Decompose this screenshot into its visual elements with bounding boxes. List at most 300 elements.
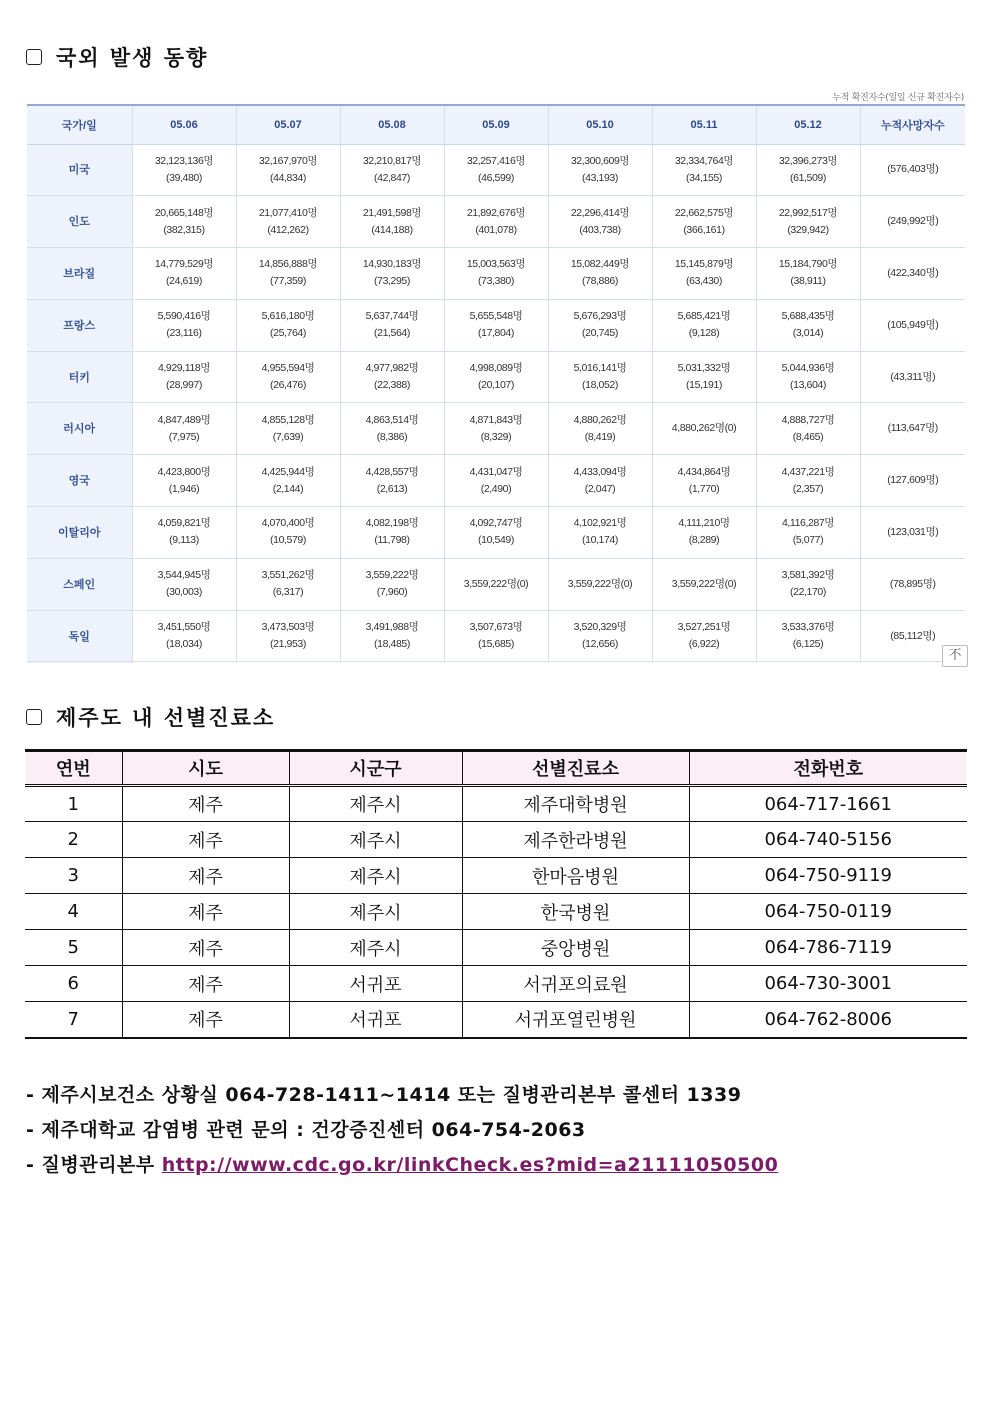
row-number: 6 bbox=[25, 966, 122, 1002]
country-cell: 프랑스 bbox=[27, 299, 132, 351]
new-cases: (2,490) bbox=[480, 482, 512, 495]
deaths-cell: (113,647명) bbox=[860, 403, 965, 455]
column-header: 연번 bbox=[25, 751, 122, 786]
case-count-cell bbox=[548, 403, 652, 455]
cumulative-cases: 5,031,332명 bbox=[677, 362, 731, 375]
phone-number-cell: 064-730-3001 bbox=[689, 966, 967, 1002]
cumulative-cases: 4,082,198명 bbox=[365, 517, 419, 530]
column-header: 05.12 bbox=[756, 106, 860, 144]
case-count-cell bbox=[132, 610, 236, 662]
phone-number-cell: 064-740-5156 bbox=[689, 822, 967, 858]
column-header: 05.07 bbox=[236, 106, 340, 144]
deaths-cell: (127,609명) bbox=[860, 455, 965, 507]
cumulative-cases: 32,300,609명 bbox=[570, 154, 630, 167]
case-count-cell bbox=[652, 403, 756, 455]
city-cell: 서귀포 bbox=[289, 1002, 462, 1038]
table-row bbox=[25, 858, 967, 894]
clinic-name-cell: 서귀포열린병원 bbox=[462, 1002, 689, 1038]
table-row bbox=[25, 1002, 967, 1038]
cumulative-cases: 4,880,262명 bbox=[573, 413, 627, 426]
cumulative-cases: 3,491,988명 bbox=[365, 621, 419, 634]
column-header: 선별진료소 bbox=[462, 751, 689, 786]
case-count-cell bbox=[756, 507, 860, 559]
case-count-cell bbox=[444, 299, 548, 351]
table-row bbox=[25, 786, 967, 822]
case-count-cell bbox=[340, 610, 444, 662]
new-cases: (7,639) bbox=[272, 430, 304, 443]
new-cases: (13,604) bbox=[790, 379, 826, 392]
city-cell: 제주시 bbox=[289, 786, 462, 822]
phone-number-cell: 064-717-1661 bbox=[689, 786, 967, 822]
new-cases: (46,599) bbox=[478, 171, 514, 184]
cumulative-cases: 15,003,563명 bbox=[466, 258, 526, 271]
kcdc-link[interactable]: http://www.cdc.go.kr/linkCheck.es?mid=a21111050500 bbox=[161, 1154, 779, 1176]
cumulative-cases: 4,888,727명 bbox=[781, 413, 835, 426]
new-cases: (77,359) bbox=[270, 275, 306, 288]
country-cell: 브라질 bbox=[27, 248, 132, 300]
overseas-table-container[interactable] bbox=[27, 104, 965, 663]
cumulative-cases: 4,955,594명 bbox=[261, 362, 315, 375]
country-cell bbox=[27, 662, 132, 663]
new-cases: (329,942) bbox=[787, 223, 829, 236]
case-count-cell bbox=[652, 196, 756, 248]
cumulative-cases: 3,544,945명 bbox=[157, 569, 211, 582]
cumulative-cases: 5,637,744명 bbox=[365, 310, 419, 323]
new-cases: (78,886) bbox=[582, 275, 618, 288]
case-count-cell bbox=[652, 558, 756, 610]
case-count-cell bbox=[132, 455, 236, 507]
province-cell: 제주 bbox=[122, 930, 289, 966]
new-cases: (34,155) bbox=[686, 171, 722, 184]
case-count-cell bbox=[652, 299, 756, 351]
row-number: 4 bbox=[25, 894, 122, 930]
table-row bbox=[27, 558, 965, 610]
cumulative-cases: 21,491,598명 bbox=[362, 206, 422, 219]
new-cases: (10,549) bbox=[478, 534, 514, 547]
new-cases: (12,656) bbox=[582, 638, 618, 651]
cumulative-cases: 21,892,676명 bbox=[466, 206, 526, 219]
phone-number-cell: 064-750-0119 bbox=[689, 894, 967, 930]
case-count-cell bbox=[444, 455, 548, 507]
new-cases: (28,997) bbox=[166, 379, 202, 392]
table-row bbox=[27, 403, 965, 455]
new-cases: (18,052) bbox=[582, 379, 618, 392]
new-cases: (1,946) bbox=[168, 482, 200, 495]
province-cell: 제주 bbox=[122, 1002, 289, 1038]
table-row bbox=[27, 144, 965, 196]
new-cases: (412,262) bbox=[267, 223, 309, 236]
cumulative-cases: 4,977,982명 bbox=[365, 362, 419, 375]
case-count-cell bbox=[652, 507, 756, 559]
case-count-cell bbox=[444, 351, 548, 403]
city-cell: 서귀포 bbox=[289, 966, 462, 1002]
case-count-cell bbox=[236, 351, 340, 403]
new-cases: (38,911) bbox=[790, 275, 826, 288]
table-row bbox=[27, 351, 965, 403]
new-cases: (1,770) bbox=[688, 482, 720, 495]
new-cases: (414,188) bbox=[371, 223, 413, 236]
checkbox-icon bbox=[26, 49, 42, 65]
cumulative-cases: 3,451,550명 bbox=[157, 621, 211, 634]
case-count-cell bbox=[756, 299, 860, 351]
new-cases: (2,613) bbox=[376, 482, 408, 495]
cumulative-cases: 32,334,764명 bbox=[674, 154, 734, 167]
new-cases: (6,922) bbox=[688, 638, 720, 651]
new-cases: (22,388) bbox=[374, 379, 410, 392]
case-count-cell bbox=[444, 403, 548, 455]
new-cases: (25,764) bbox=[270, 327, 306, 340]
new-cases: (26,476) bbox=[270, 379, 306, 392]
cumulative-cases: 4,428,557명 bbox=[365, 465, 419, 478]
cumulative-cases: 3,520,329명 bbox=[573, 621, 627, 634]
new-cases: (20,745) bbox=[582, 327, 618, 340]
case-count-cell bbox=[132, 196, 236, 248]
city-cell: 제주시 bbox=[289, 858, 462, 894]
case-count-cell bbox=[548, 507, 652, 559]
cumulative-cases: 14,779,529명 bbox=[154, 258, 214, 271]
clinic-name-cell: 서귀포의료원 bbox=[462, 966, 689, 1002]
case-count-cell bbox=[548, 351, 652, 403]
cumulative-cases: 5,676,293명 bbox=[573, 310, 627, 323]
cumulative-cases: 3,559,222명(0) bbox=[463, 577, 529, 590]
case-count-cell bbox=[548, 662, 652, 663]
cumulative-cases: 22,296,414명 bbox=[570, 206, 630, 219]
country-cell: 독일 bbox=[27, 610, 132, 662]
column-header: 시군구 bbox=[289, 751, 462, 786]
case-count-cell bbox=[132, 299, 236, 351]
cumulative-cases: 4,433,094명 bbox=[573, 465, 627, 478]
new-cases: (403,738) bbox=[579, 223, 621, 236]
column-header: 05.10 bbox=[548, 106, 652, 144]
country-cell: 영국 bbox=[27, 455, 132, 507]
case-count-cell bbox=[132, 507, 236, 559]
new-cases: (21,953) bbox=[270, 638, 306, 651]
case-count-cell bbox=[340, 144, 444, 196]
phone-number-cell: 064-750-9119 bbox=[689, 858, 967, 894]
case-count-cell bbox=[652, 455, 756, 507]
case-count-cell bbox=[548, 299, 652, 351]
section-title: 제주도 내 선별진료소 bbox=[56, 706, 276, 730]
case-count-cell bbox=[236, 196, 340, 248]
table-row bbox=[27, 455, 965, 507]
cumulative-cases: 4,102,921명 bbox=[573, 517, 627, 530]
case-count-cell bbox=[132, 351, 236, 403]
new-cases: (22,170) bbox=[790, 586, 826, 599]
table-row bbox=[25, 930, 967, 966]
cumulative-cases: 3,559,222명(0) bbox=[671, 577, 737, 590]
case-count-cell bbox=[756, 196, 860, 248]
new-cases: (39,480) bbox=[166, 171, 202, 184]
case-count-cell bbox=[756, 455, 860, 507]
new-cases: (5,077) bbox=[792, 534, 824, 547]
table-row bbox=[27, 299, 965, 351]
cumulative-cases: 5,590,416명 bbox=[157, 310, 211, 323]
column-header: 05.11 bbox=[652, 106, 756, 144]
case-count-cell bbox=[548, 610, 652, 662]
table-caption: 누적 확진자수(일일 신규 확진자수) bbox=[832, 93, 964, 103]
new-cases: (10,579) bbox=[270, 534, 306, 547]
new-cases: (366,161) bbox=[683, 223, 725, 236]
case-count-cell bbox=[756, 610, 860, 662]
case-count-cell bbox=[340, 351, 444, 403]
table-row bbox=[25, 894, 967, 930]
cumulative-cases: 32,257,416명 bbox=[466, 154, 526, 167]
cumulative-cases: 32,396,273명 bbox=[778, 154, 838, 167]
cumulative-cases: 5,685,421명 bbox=[677, 310, 731, 323]
case-count-cell bbox=[340, 248, 444, 300]
cumulative-cases: 4,434,864명 bbox=[677, 465, 731, 478]
case-count-cell bbox=[548, 196, 652, 248]
cumulative-cases: 3,473,503명 bbox=[261, 621, 315, 634]
new-cases: (73,295) bbox=[374, 275, 410, 288]
row-number: 2 bbox=[25, 822, 122, 858]
country-cell: 스페인 bbox=[27, 558, 132, 610]
new-cases: (20,107) bbox=[478, 379, 514, 392]
note-university-inquiry: - 제주대학교 감염병 관련 문의 : 건강증진센터 064-754-2063 bbox=[26, 1119, 586, 1141]
case-count-cell bbox=[132, 403, 236, 455]
clinic-name-cell: 한국병원 bbox=[462, 894, 689, 930]
case-count-cell bbox=[236, 662, 340, 663]
new-cases: (61,509) bbox=[790, 171, 826, 184]
new-cases: (382,315) bbox=[163, 223, 205, 236]
case-count-cell bbox=[236, 144, 340, 196]
cumulative-cases: 14,856,888명 bbox=[258, 258, 318, 271]
city-cell: 제주시 bbox=[289, 930, 462, 966]
new-cases: (401,078) bbox=[475, 223, 517, 236]
note-health-center: - 제주시보건소 상황실 064-728-1411~1414 또는 질병관리본부 콜센터 1339 bbox=[26, 1084, 742, 1106]
new-cases: (15,191) bbox=[686, 379, 722, 392]
scroll-top-button[interactable]: 不 bbox=[942, 645, 968, 667]
cumulative-cases: 5,016,141명 bbox=[573, 362, 627, 375]
column-header: 전화번호 bbox=[689, 751, 967, 786]
cumulative-cases: 15,145,879명 bbox=[674, 258, 734, 271]
cumulative-cases: 21,077,410명 bbox=[258, 206, 318, 219]
cumulative-cases: 4,092,747명 bbox=[469, 517, 523, 530]
case-count-cell bbox=[444, 558, 548, 610]
case-count-cell bbox=[236, 558, 340, 610]
cumulative-cases: 3,527,251명 bbox=[677, 621, 731, 634]
case-count-cell bbox=[548, 558, 652, 610]
city-cell: 제주시 bbox=[289, 894, 462, 930]
country-cell: 인도 bbox=[27, 196, 132, 248]
case-count-cell bbox=[132, 558, 236, 610]
table-row bbox=[27, 507, 965, 559]
case-count-cell bbox=[340, 558, 444, 610]
deaths-cell: (78,895명) bbox=[860, 558, 965, 610]
case-count-cell bbox=[652, 248, 756, 300]
table-row bbox=[25, 822, 967, 858]
new-cases: (3,014) bbox=[792, 327, 824, 340]
new-cases: (21,564) bbox=[374, 327, 410, 340]
cumulative-cases: 32,167,970명 bbox=[258, 154, 318, 167]
new-cases: (11,798) bbox=[374, 534, 410, 547]
case-count-cell bbox=[132, 662, 236, 663]
column-header: 05.06 bbox=[132, 106, 236, 144]
column-header: 국가/일 bbox=[27, 106, 132, 144]
cumulative-cases: 4,847,489명 bbox=[157, 413, 211, 426]
case-count-cell bbox=[756, 248, 860, 300]
province-cell: 제주 bbox=[122, 786, 289, 822]
cumulative-cases: 22,992,517명 bbox=[778, 206, 838, 219]
checkbox-icon bbox=[26, 709, 42, 725]
deaths-cell: (249,992명) bbox=[860, 196, 965, 248]
table-row bbox=[25, 966, 967, 1002]
cumulative-cases: 4,437,221명 bbox=[781, 465, 835, 478]
case-count-cell bbox=[340, 455, 444, 507]
cumulative-cases: 20,665,148명 bbox=[154, 206, 214, 219]
country-cell: 미국 bbox=[27, 144, 132, 196]
cumulative-cases: 4,929,118명 bbox=[157, 362, 211, 375]
table-row-partial bbox=[27, 662, 965, 663]
case-count-cell bbox=[756, 144, 860, 196]
clinic-name-cell: 제주대학병원 bbox=[462, 786, 689, 822]
cumulative-cases: 3,533,376명 bbox=[781, 621, 835, 634]
case-count-cell bbox=[756, 403, 860, 455]
new-cases: (24,619) bbox=[166, 275, 202, 288]
column-header: 시도 bbox=[122, 751, 289, 786]
new-cases: (63,430) bbox=[686, 275, 722, 288]
case-count-cell bbox=[756, 662, 860, 663]
cumulative-cases: 5,044,936명 bbox=[781, 362, 835, 375]
new-cases: (7,960) bbox=[376, 586, 408, 599]
cumulative-cases: 5,616,180명 bbox=[261, 310, 315, 323]
cumulative-cases: 4,070,400명 bbox=[261, 517, 315, 530]
new-cases: (23,116) bbox=[166, 327, 202, 340]
new-cases: (10,174) bbox=[582, 534, 618, 547]
cumulative-cases: 15,184,790명 bbox=[778, 258, 838, 271]
cumulative-cases: 3,559,222명 bbox=[365, 569, 419, 582]
clinic-name-cell: 제주한라병원 bbox=[462, 822, 689, 858]
new-cases: (18,485) bbox=[374, 638, 410, 651]
case-count-cell bbox=[444, 507, 548, 559]
new-cases: (30,003) bbox=[166, 586, 202, 599]
case-count-cell bbox=[132, 248, 236, 300]
cumulative-cases: 32,210,817명 bbox=[362, 154, 422, 167]
cumulative-cases: 5,688,435명 bbox=[781, 310, 835, 323]
city-cell: 제주시 bbox=[289, 822, 462, 858]
column-header: 누적사망자수 bbox=[860, 106, 965, 144]
new-cases: (44,834) bbox=[270, 171, 306, 184]
column-header: 05.09 bbox=[444, 106, 548, 144]
cumulative-cases: 4,880,262명(0) bbox=[671, 422, 737, 435]
column-header: 05.08 bbox=[340, 106, 444, 144]
cumulative-cases: 4,998,089명 bbox=[469, 362, 523, 375]
case-count-cell bbox=[340, 662, 444, 663]
cumulative-cases: 4,871,843명 bbox=[469, 413, 523, 426]
note-kcdc-label: - 질병관리본부 bbox=[26, 1154, 162, 1176]
case-count-cell bbox=[652, 662, 756, 663]
table-header-row bbox=[25, 751, 967, 786]
overseas-cases-table bbox=[27, 106, 965, 663]
cumulative-cases: 4,863,514명 bbox=[365, 413, 419, 426]
case-count-cell bbox=[548, 144, 652, 196]
case-count-cell bbox=[444, 196, 548, 248]
new-cases: (6,125) bbox=[792, 638, 824, 651]
new-cases: (2,047) bbox=[584, 482, 616, 495]
new-cases: (73,380) bbox=[478, 275, 514, 288]
section-heading-clinics bbox=[26, 702, 275, 732]
new-cases: (18,034) bbox=[166, 638, 202, 651]
new-cases: (8,465) bbox=[792, 430, 824, 443]
case-count-cell bbox=[444, 144, 548, 196]
case-count-cell bbox=[548, 455, 652, 507]
country-cell: 터키 bbox=[27, 351, 132, 403]
case-count-cell bbox=[444, 248, 548, 300]
row-number: 5 bbox=[25, 930, 122, 966]
new-cases: (42,847) bbox=[374, 171, 410, 184]
phone-number-cell: 064-762-8006 bbox=[689, 1002, 967, 1038]
cumulative-cases: 3,507,673명 bbox=[469, 621, 523, 634]
deaths-cell: (105,949명) bbox=[860, 299, 965, 351]
note-kcdc bbox=[26, 1150, 778, 1177]
case-count-cell bbox=[444, 662, 548, 663]
cumulative-cases: 4,855,128명 bbox=[261, 413, 315, 426]
case-count-cell bbox=[756, 351, 860, 403]
cumulative-cases: 22,662,575명 bbox=[674, 206, 734, 219]
cumulative-cases: 4,111,210명 bbox=[678, 517, 730, 530]
province-cell: 제주 bbox=[122, 822, 289, 858]
case-count-cell bbox=[652, 144, 756, 196]
case-count-cell bbox=[340, 299, 444, 351]
table-header-row bbox=[27, 106, 965, 144]
province-cell: 제주 bbox=[122, 894, 289, 930]
cumulative-cases: 3,559,222명(0) bbox=[567, 577, 633, 590]
case-count-cell bbox=[340, 403, 444, 455]
province-cell: 제주 bbox=[122, 966, 289, 1002]
cumulative-cases: 3,581,392명 bbox=[781, 569, 835, 582]
deaths-cell: (123,031명) bbox=[860, 507, 965, 559]
deaths-cell: (85,112명) bbox=[860, 610, 965, 662]
new-cases: (6,317) bbox=[272, 586, 304, 599]
new-cases: (2,144) bbox=[272, 482, 304, 495]
row-number: 3 bbox=[25, 858, 122, 894]
new-cases: (15,685) bbox=[478, 638, 514, 651]
new-cases: (8,329) bbox=[480, 430, 512, 443]
table-row bbox=[27, 610, 965, 662]
country-cell: 이탈리아 bbox=[27, 507, 132, 559]
case-count-cell bbox=[236, 455, 340, 507]
deaths-cell: (43,311명) bbox=[860, 351, 965, 403]
deaths-cell: (576,403명) bbox=[860, 144, 965, 196]
screening-clinic-table bbox=[25, 749, 967, 1039]
row-number: 1 bbox=[25, 786, 122, 822]
deaths-cell: (422,340명) bbox=[860, 248, 965, 300]
new-cases: (8,289) bbox=[688, 534, 720, 547]
case-count-cell bbox=[132, 144, 236, 196]
table-row bbox=[27, 248, 965, 300]
new-cases: (9,128) bbox=[688, 327, 720, 340]
cumulative-cases: 4,431,047명 bbox=[469, 465, 523, 478]
section-heading-overseas bbox=[26, 42, 208, 72]
cumulative-cases: 4,059,821명 bbox=[157, 517, 211, 530]
table-row bbox=[27, 196, 965, 248]
phone-number-cell: 064-786-7119 bbox=[689, 930, 967, 966]
case-count-cell bbox=[756, 558, 860, 610]
case-count-cell bbox=[340, 196, 444, 248]
case-count-cell bbox=[236, 610, 340, 662]
cumulative-cases: 3,551,262명 bbox=[261, 569, 315, 582]
province-cell: 제주 bbox=[122, 858, 289, 894]
cumulative-cases: 4,423,800명 bbox=[157, 465, 211, 478]
new-cases: (2,357) bbox=[792, 482, 824, 495]
case-count-cell bbox=[548, 248, 652, 300]
cumulative-cases: 14,930,183명 bbox=[362, 258, 422, 271]
cumulative-cases: 32,123,136명 bbox=[154, 154, 214, 167]
case-count-cell bbox=[652, 351, 756, 403]
case-count-cell bbox=[444, 610, 548, 662]
cumulative-cases: 5,655,548명 bbox=[469, 310, 523, 323]
case-count-cell bbox=[236, 403, 340, 455]
